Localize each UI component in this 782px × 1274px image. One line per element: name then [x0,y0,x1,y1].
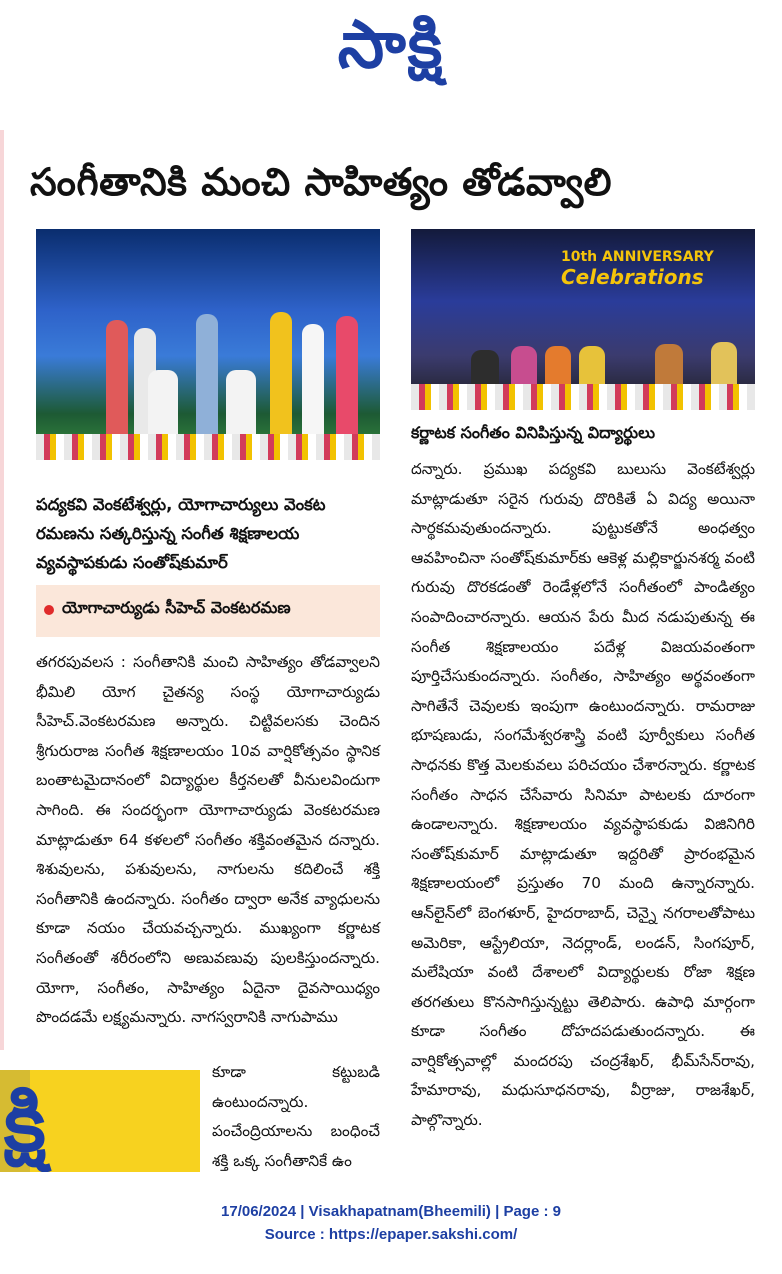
masthead [0,0,782,100]
bullet-dot-icon [44,605,54,615]
student-figure [711,342,737,390]
article-column-left [36,648,380,1033]
sakshi-advert-block [0,1070,200,1172]
advert-logo-mark: క్షి [4,1076,46,1169]
article-column-left-continued [212,1058,380,1176]
person-figure [196,314,218,440]
left-accent-strip [0,130,4,1050]
footer-source-link[interactable]: Source : https://epaper.sakshi.com/ [264,1226,518,1243]
sakshi-logo: సాక్షి [337,6,445,83]
flower-decoration [411,384,755,410]
photo1-caption: పద్యకవి వెంకటేశ్వర్లు, యోగాచార్యులు వెంకట రమణను సత్కరిస్తున్న సంగీత శిక్షణాలయ వ్యవస్థాపకుడు సంతోష్‌కుమార్ [36,495,326,572]
article-paragraph: దన్నారు. ప్రముఖ పద్యకవి బులుసు వెంకటేశ్వర్లు మాట్లాడుతూ సరైన గురువు దొరికితే ఏ విద్య అయినా సార్థకమవుతుందన్నారు. పుట్టుకతోనే అంధత్వం ఆవహించినా సంతోష్‌కుమార్‌కు ఆకెళ్ల మల్లికార్జునశర్మ వంటి గురువు దొరకడంతో రెండేళ్లలోనే సంగీతంలో పాండిత్యం సంపాదించారన్నారు. ఆయన పేరు మీద నడుపుతున్న ఈ సంగీత శిక్షణాలయం పదేళ్ల విజయవంతంగా పూర్తిచేసుకుందన్నారు. సంగీతం, సాహిత్యం అర్థవంతంగా సాగితేనే చెవులకు ఇంపుగా ఉంటుందన్నారు. రామరాజు భూషణుడు, సంగమేశ్వరశాస్త్రి వంటి పూర్వీకులు సంగీత సాధనకు కొత్త మెలకువలు పరిచయం చేశారన్నారు. కర్ణాటక సంగీతం సాధన చేసేవారు సినిమా పాటలకు దూరంగా ఉండాలన్నారు. శిక్షణాలయం వ్యవస్థాపకుడు విజినిగిరి సంతోష్‌కుమార్‌ మాట్లాడుతూ ఇద్దరితో ప్రారంభమైన శిక్షణాలయంలో ప్రస్తుతం 70 మంది ఉన్నారన్నారు. ఆన్‌లైన్‌లో బెంగళూర్‌, హైదరాబాద్‌, చెన్నై నగరాలతోపాటు అమెరికా, ఆస్ట్రేలియా, నెదర్లాండ్‌, లండన్‌, సింగపూర్‌, మలేషియా వంటి దేశాలలో విద్యార్థులకు రోజా శిక్షణ తరగతులు కొనసాగిస్తున్నట్టు తెలిపారు. ఉపాధి మార్గంగా కూడా సంగీతం దోహదపడుతుందన్నారు. ఈ వార్షికోత్సవాల్లో మందరపు చంద్రశేఖర్‌, భీమ్‌సేన్‌రావు, హేమారావు, మధుసూధనరావు, వీర్రాజు, రాజశేఖర్‌, పాల్గొన్నారు. [411,460,755,1130]
person-figure [270,312,292,440]
photo2-caption: కర్ణాటక సంగీతం వినిపిస్తున్న విద్యార్థులు [411,423,655,442]
flower-decoration [36,434,380,460]
person-figure [302,324,324,440]
pull-quote-text: యోగాచార్యుడు సీహెచ్‌ వెంకటరమణ [62,598,291,617]
seated-person-figure [148,370,178,440]
pull-quote-box [36,585,380,637]
footer-edition-info: 17/06/2024 | Visakhapatnam(Bheemili) | Page : 9 [221,1203,561,1220]
felicitation-photo [36,229,380,460]
article-column-right [411,455,755,1136]
anniversary-banner: 10th ANNIVERSARY Celebrations [561,249,714,289]
person-figure [336,316,358,440]
person-figure [106,320,128,440]
article-paragraph: కూడా కట్టుబడి ఉంటుందన్నారు. పంచేంద్రియాలను బంధించే శక్తి ఒక్క సంగీతానికే ఉం [212,1063,380,1170]
article-paragraph: తగరపువలస : సంగీతానికి మంచి సాహిత్యం తోడవ్వాలని భీమిలి యోగ చైతన్య సంస్థ యోగాచార్యుడు సీహెచ్‌.వెంకటరమణ అన్నారు. చిట్టివలసకు చెందిన శ్రీగురురాజ సంగీత శిక్షణాలయం 10వ వార్షికోత్సవం స్థానిక బంతాటమైదానంలో విద్యార్థుల కీర్తనలతో వీనులవిందుగా సాగింది. ఈ సందర్భంగా యోగాచార్యుడు వెంకటరమణ మాట్లాడుతూ 64 కళలలో సంగీతం శక్తివంతమైన దన్నారు. శిశువులను, పశువులను, నాగులను కదిలించే శక్తి సంగీతానికి ఉందన్నారు. సంగీతం ద్వారా అనేక వ్యాధులను కూడా నయం చేయవచ్చన్నారు. ముఖ్యంగా కర్ణాటక సంగీతంతో శరీరంలోని అణువణువు పులకిస్తుందన్నారు. యోగా, సంగీతం, సాహిత్యం ఏదైనా దైవసాయిధ్యం పొందడమే లక్ష్యమన్నారు. నాగస్వరానికి నాగుపాము [36,653,380,1027]
students-performance-photo [411,229,755,410]
article-headline: సంగీతానికి మంచి సాహిత్యం తోడవ్వాలి [30,160,613,204]
seated-person-figure [226,370,256,440]
